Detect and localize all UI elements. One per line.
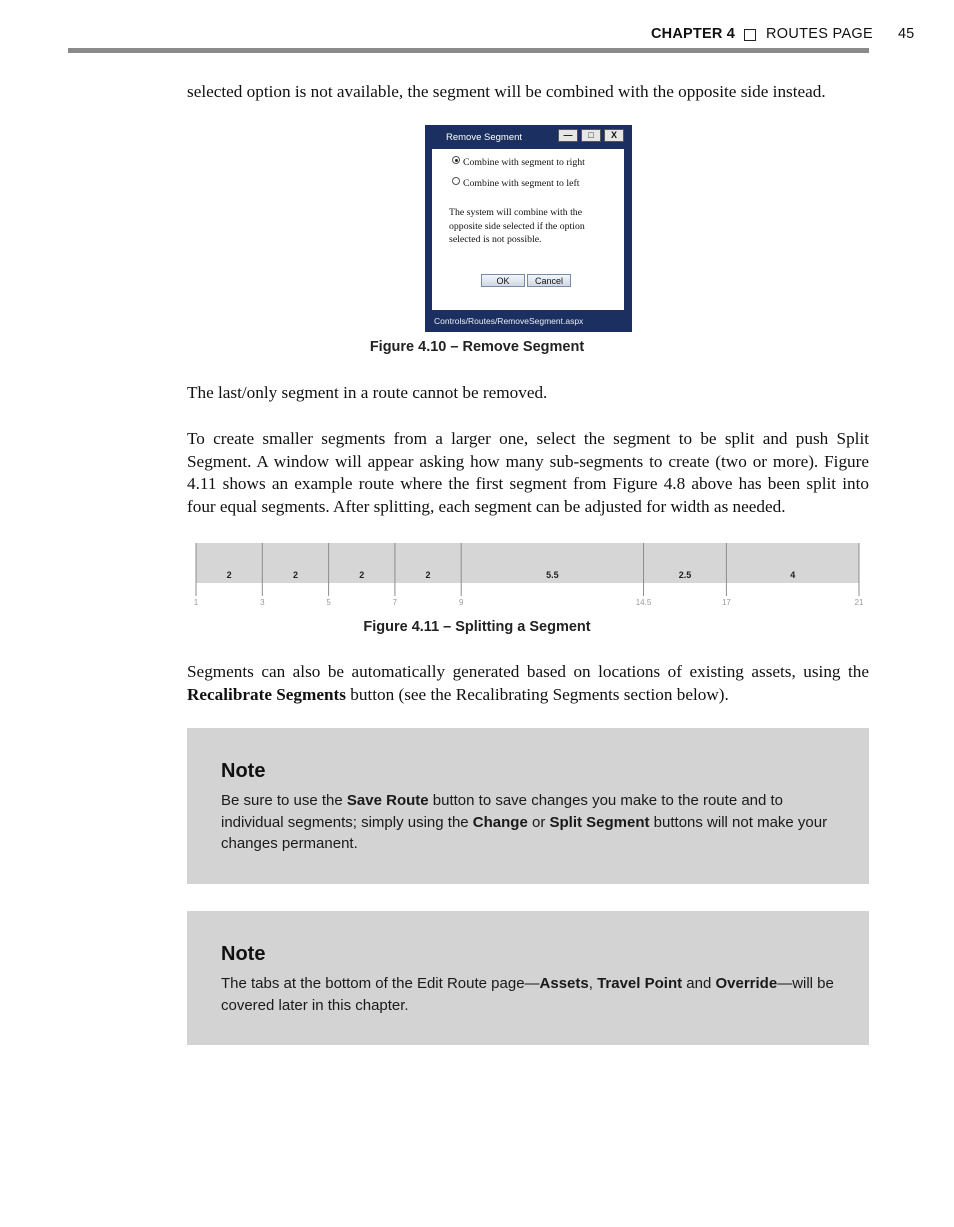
paragraph-recalibrate <box>187 661 869 706</box>
note-text-run: Be sure to use the <box>221 792 347 809</box>
tick-label: 3 <box>260 598 265 607</box>
note-bold-term: Assets <box>539 975 589 992</box>
note-text-run: buttons will not make your changes permanent. <box>221 813 828 852</box>
ok-button[interactable]: OK <box>481 274 525 287</box>
dialog-title: Remove Segment <box>446 132 523 143</box>
tick-label: 17 <box>721 598 731 607</box>
recalibrate-text-before: Segments can also be automatically generated based on locations of existing assets, using the <box>187 662 869 681</box>
section-label: ROUTES PAGE <box>766 26 873 42</box>
segment-width-label: 5.5 <box>546 570 559 580</box>
paragraph-split-segment: To create smaller segments from a larger one, select the segment to be split and push Split Segment. A window will appear asking how many sub-segments to create (two or more). Figure 4.11 shows an example route where the first segment from Figure 4.8 above has been split into four equal segments. After splitting, each segment can be adjusted for width as needed. <box>187 429 869 516</box>
segment-width-label: 2.5 <box>678 570 692 580</box>
note-title: Note <box>221 943 266 965</box>
dialog-message: The system will combine with the opposite side selected if the option selected is not possible. <box>449 207 585 245</box>
cancel-button[interactable]: Cancel <box>527 274 571 287</box>
paragraph-last-segment: The last/only segment in a route cannot be removed. <box>187 383 548 402</box>
dialog-path: Controls/Routes/RemoveSegment.aspx <box>434 316 584 326</box>
note-box <box>187 911 869 1045</box>
note-title: Note <box>221 760 266 782</box>
note-bold-term: Change <box>472 813 528 831</box>
minimize-icon[interactable]: — <box>558 129 578 142</box>
note-text-run: button to save changes you make to the route and to individual segments; simply using the <box>221 792 784 831</box>
segment-width-label: 4 <box>790 570 796 580</box>
figure-caption-4-10: Figure 4.10 – Remove Segment <box>369 339 585 355</box>
tick-label: 7 <box>392 598 398 607</box>
note-text <box>221 973 846 1016</box>
radio-left-label: Combine with segment to left <box>463 178 580 189</box>
chapter-label: CHAPTER 4 <box>651 26 735 42</box>
maximize-icon[interactable]: □ <box>581 129 601 142</box>
note-bold-term: Save Route <box>346 792 429 809</box>
segment-width-label: 2 <box>425 570 431 580</box>
segment-width-label: 2 <box>359 570 365 580</box>
note-text-run: or <box>527 813 550 831</box>
note-bold-term: Travel Point <box>597 975 683 992</box>
note-text <box>221 790 846 855</box>
note-bold-term: Override <box>715 975 778 992</box>
note-text-run: —will be covered later in this chapter. <box>221 975 834 1014</box>
figure-caption-4-11: Figure 4.11 – Splitting a Segment <box>363 619 591 635</box>
recalibrate-text-after: button (see the Recalibrating Segments section below). <box>345 684 729 704</box>
tick-label: 14.5 <box>635 598 652 607</box>
note-text-run: The tabs at the bottom of the Edit Route page— <box>221 975 540 992</box>
tick-label: 5 <box>326 598 331 607</box>
paragraph-continuation: selected option is not available, the segment will be combined with the opposite side instead. <box>187 82 826 101</box>
tick-label: 9 <box>458 598 464 607</box>
segment-width-label: 2 <box>292 570 298 580</box>
tick-label: 1 <box>193 598 199 607</box>
segment-width-label: 2 <box>226 570 232 580</box>
note-box <box>187 728 869 884</box>
note-bold-term: Split Segment <box>549 813 650 831</box>
radio-right-label: Combine with segment to right <box>463 157 585 168</box>
page-number: 45 <box>898 26 915 42</box>
close-icon[interactable]: X <box>604 129 624 142</box>
recalibrate-button-name: Recalibrate Segments <box>187 684 346 704</box>
note-text-run: , <box>588 975 598 992</box>
tick-label: 21 <box>854 598 864 607</box>
note-text-run: and <box>682 975 716 992</box>
